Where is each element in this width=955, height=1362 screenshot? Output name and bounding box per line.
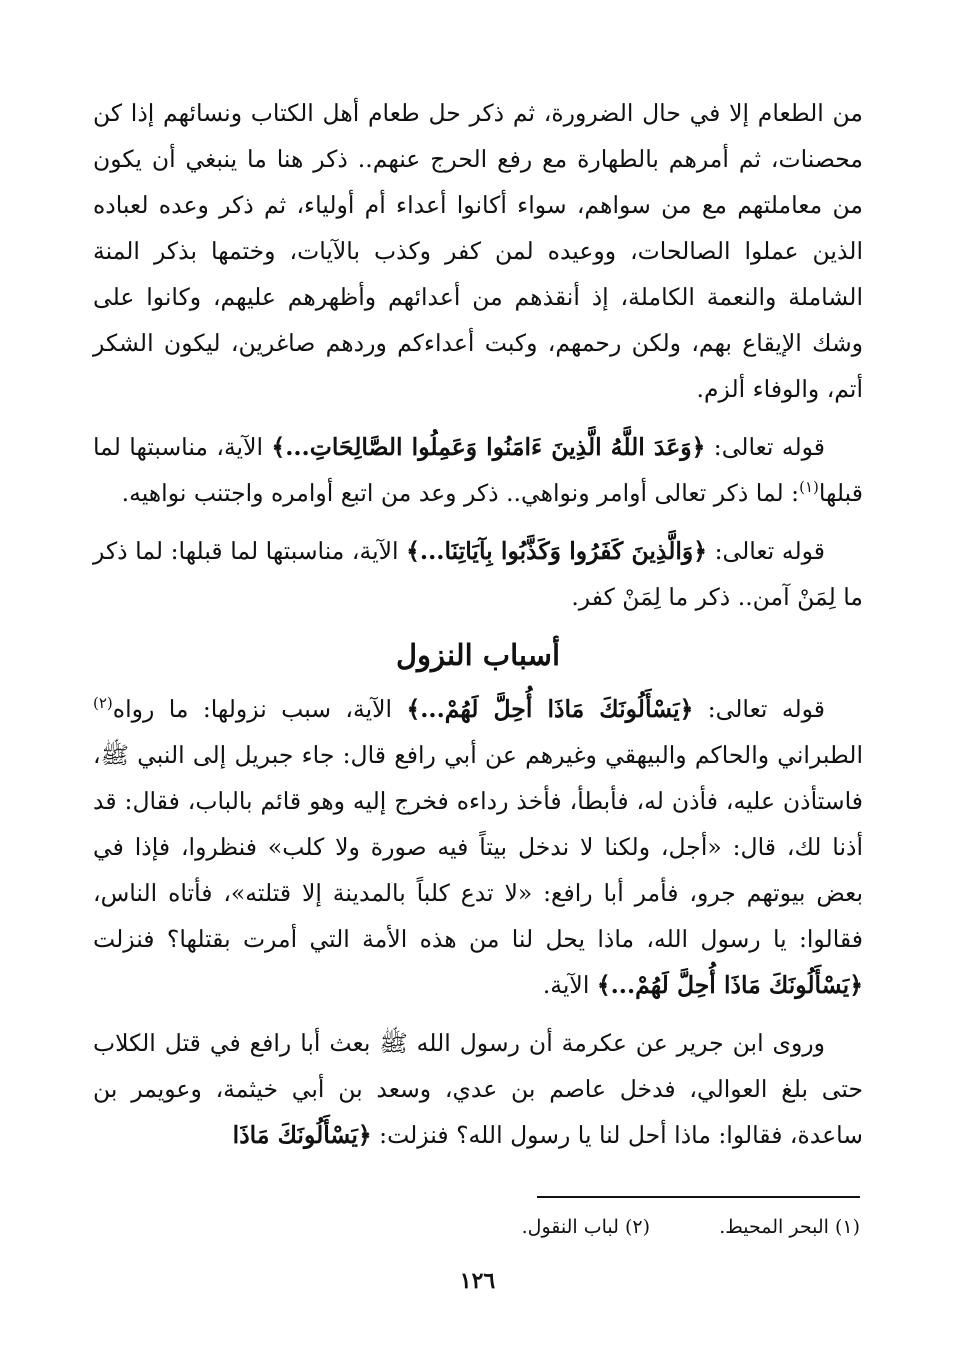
verse-intro: قوله تعالى: xyxy=(705,433,825,461)
quran-verse-ask-partial: ﴿يَسْأَلُونَكَ مَاذَا xyxy=(232,1121,372,1149)
verse-intro: قوله تعالى: xyxy=(707,537,825,565)
footnotes xyxy=(440,1210,860,1244)
revelation-cause-text: الآية، سبب نزولها: ما رواه xyxy=(112,695,407,723)
quran-verse-ask-repeat: ﴿يَسْأَلُونَكَ مَاذَا أُحِلَّ لَهُمْ...﴾ xyxy=(596,971,863,999)
ibn-jarir-narration-text: وروى ابن جرير عن عكرمة أن رسول الله ﷺ بعث أبا رافع في قتل الكلاب حتى بلغ العوالي، فدخل عاصم بن عدي، وسعد بن أبي خيثمة، وعويمر بن ساعدة، فقالوا: ماذا أحل لنا يا رسول الله؟ فنزلت: xyxy=(93,1029,863,1149)
page-body xyxy=(93,90,863,1170)
quran-verse-ask: ﴿يَسْأَلُونَكَ مَاذَا أُحِلَّ لَهُمْ...﴾ xyxy=(406,695,694,723)
footnote-divider xyxy=(537,1196,860,1198)
verse-explanation-text: الآية، مناسبتها لما قبلها: لما ذكر ما لِمَنْ آمن.. ذكر ما لِمَنْ كفر. xyxy=(93,537,863,611)
verse-relevance-text: الآية، مناسبتها لما قبلها xyxy=(93,433,863,507)
section-heading: أسباب النزول xyxy=(395,638,561,672)
quran-verse-disbelievers: ﴿وَالَّذِينَ كَفَرُوا وَكَذَّبُوا بِآيَاتِنَا...﴾ xyxy=(406,537,708,565)
paragraph-verse-promise xyxy=(93,424,863,516)
paragraph-revelation-cause xyxy=(93,686,863,1008)
verse-explanation-text: : لما ذكر تعالى أوامر ونواهي.. ذكر وعد من اتبع أوامره واجتنب نواهيه. xyxy=(121,479,800,507)
footnote-1: (١) البحر المحيط. xyxy=(719,1216,860,1238)
footnote-2: (٢) لباب النقول. xyxy=(521,1216,650,1238)
paragraph-ibn-jarir xyxy=(93,1020,863,1158)
footnote-reference-2[interactable]: (٢) xyxy=(93,694,113,713)
footnote-reference-1[interactable]: (١) xyxy=(799,478,819,497)
quran-verse-promise: ﴿وَعَدَ اللَّهُ الَّذِينَ ءَامَنُوا وَعَمِلُوا الصَّالِحَاتِ...﴾ xyxy=(271,433,706,461)
verse-intro: قوله تعالى: xyxy=(693,695,825,723)
hadith-narration-text: الطبراني والحاكم والبيهقي وغيرهم عن أبي رافع قال: جاء جبريل إلى النبي ﷺ، فاستأذن عليه، فأذن له، فأبطأ، فأخذ رداءه فخرج إليه وهو قائم بالباب، فقال: قد أذنا لك، قال: «أجل، ولكنا لا ندخل بيتاً فيه صورة ولا كلب» فنظروا، فإذا في بعض بيوتهم جرو، فأمر أبا رافع: «لا تدع كلباً بالمدينة إلا قتلته»، فأتاه الناس، فقالوا: يا رسول الله، ماذا يحل لنا من هذه الأمة التي أمرت بقتلها؟ فنزلت xyxy=(93,741,863,953)
page-number: ١٢٦ xyxy=(459,1268,496,1294)
paragraph-verse-disbelievers xyxy=(93,528,863,620)
paragraph-context-text: من الطعام إلا في حال الضرورة، ثم ذكر حل طعام أهل الكتاب ونسائهم إذا كن محصنات، ثم أمرهم بالطهارة مع رفع الحرج عنهم.. ذكر هنا ما ينبغي أن يكون من معاملتهم مع من سواهم، سواء أكانوا أعداء أم أولياء، ثم ذكر وعده لعباده الذين عملوا الصالحات، ووعيده لمن كفر وكذب بالآيات، وختمها بذكر المنة الشاملة والنعمة الكاملة، إذ أنقذهم من أعدائهم وأظهرهم عليهم، وكانوا على وشك الإيقاع بهم، ولكن رحمهم، وكبت أعداءكم وردهم صاغرين، ليكون الشكر أتم، والوفاء ألزم. xyxy=(93,99,863,403)
verse-tail-text: الآية. xyxy=(542,971,597,999)
paragraph-context xyxy=(93,90,863,412)
